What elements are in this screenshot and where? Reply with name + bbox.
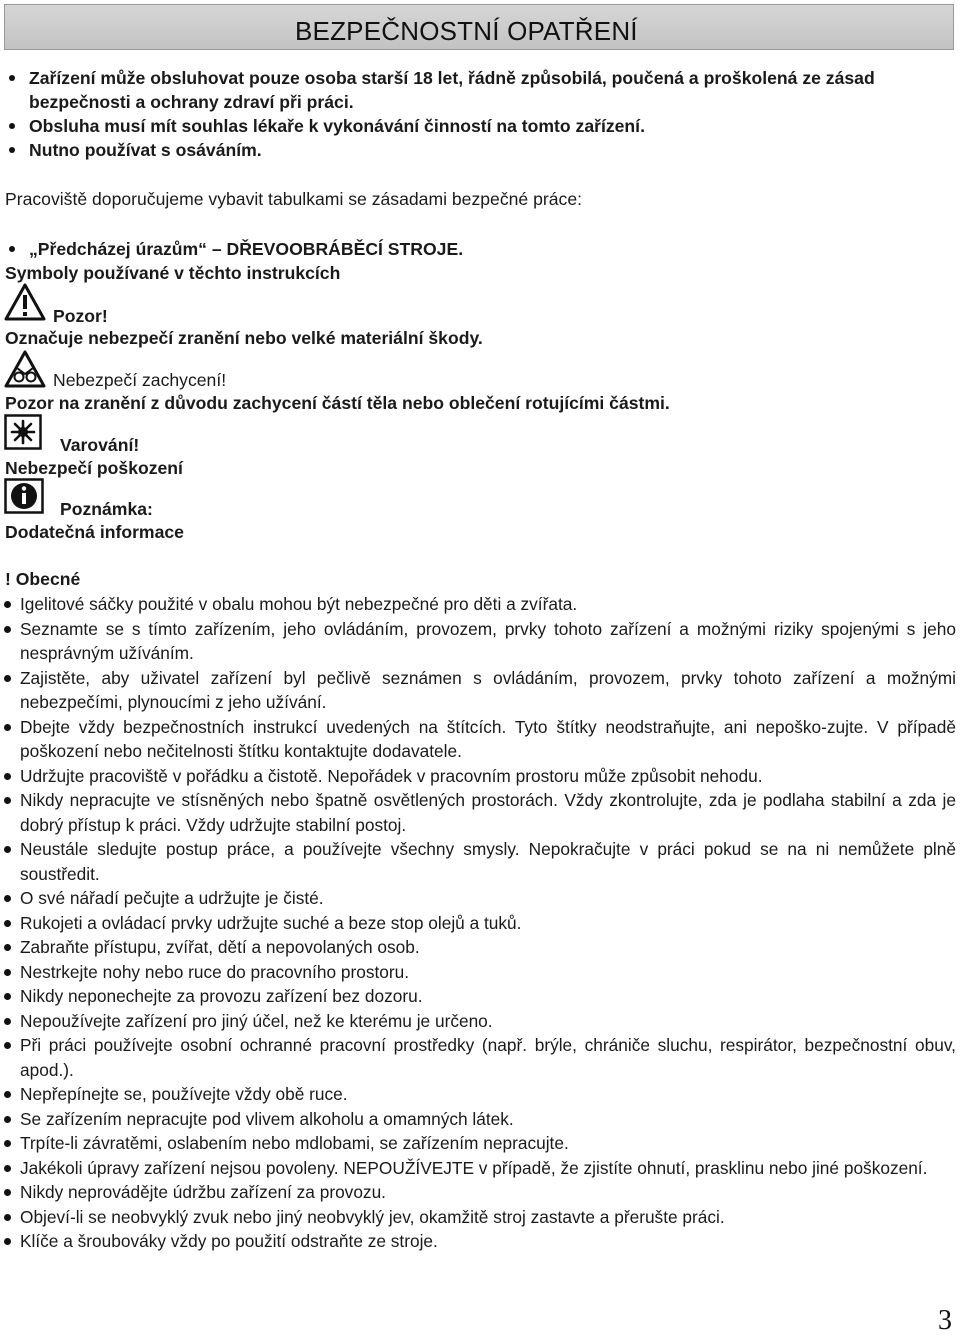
- page-title: BEZPEČNOSTNÍ OPATŘENÍ: [295, 16, 638, 46]
- entanglement-warning-icon: [4, 350, 46, 388]
- general-heading: ! Obecné: [5, 569, 81, 589]
- list-item: Nikdy neprovádějte údržbu zařízení za provozu.: [0, 1180, 960, 1205]
- symbol-desc-entanglement: Pozor na zranění z důvodu zachycení částí těla nebo oblečení rotujícími částmi.: [5, 393, 670, 413]
- list-item: Zabraňte přístupu, zvířat, dětí a nepovolaných osob.: [0, 935, 960, 960]
- bullet-icon: [9, 123, 15, 129]
- list-item: Při práci používejte osobní ochranné pracovní prostředky (např. brýle, chrániče sluchu, respirátor, bezpečnostní obuv, apod.).: [0, 1033, 960, 1082]
- symbol-label-caution: Pozor!: [53, 306, 108, 326]
- list-item: Trpíte-li závratěmi, oslabením nebo mdlobami, se zařízením nepracujte.: [0, 1131, 960, 1156]
- symbol-label-note: Poznámka:: [60, 499, 153, 519]
- list-item: Objeví-li se neobvyklý zvuk nebo jiný neobvyklý jev, okamžitě stroj zastavte a přerušte práci.: [0, 1205, 960, 1230]
- list-item: Zařízení může obsluhovat pouze osoba starší 18 let, řádně způsobilá, poučená a proškolená ze zásad bezpečnosti a ochrany zdraví při práci.: [0, 66, 960, 114]
- bullet-icon: [4, 1116, 11, 1123]
- symbol-desc-warning: Nebezpečí poškození: [5, 458, 183, 478]
- list-item: Neustále sledujte postup práce, a používejte všechny smysly. Nepokračujte v práci pokud se na ni nemůžete plně soustředit.: [0, 837, 960, 886]
- prevent-injury-item: „Předcházej úrazům“ – DŘEVOOBRÁBĚCÍ STROJE.: [0, 237, 960, 261]
- list-item: Seznamte se s tímto zařízením, jeho ovládáním, provozem, prvky tohoto zařízení a možnými riziky spojenými s jeho nesprávným užíváním.: [0, 617, 960, 666]
- list-item: Nepoužívejte zařízení pro jiný účel, než ke kterému je určeno.: [0, 1009, 960, 1034]
- symbol-desc-note: Dodatečná informace: [5, 522, 184, 542]
- bullet-icon: [4, 675, 11, 682]
- info-icon: [4, 478, 44, 514]
- list-item: Nutno používat s osáváním.: [0, 138, 960, 162]
- list-item: Se zařízením nepracujte pod vlivem alkoholu a omamných látek.: [0, 1107, 960, 1132]
- damage-warning-icon: [4, 414, 42, 450]
- bullet-icon: [4, 626, 11, 633]
- bullet-icon: [4, 993, 11, 1000]
- list-item: Nikdy nepracujte ve stísněných nebo špatně osvětlených prostorách. Vždy zkontrolujte, zda je podlaha stabilní a zda je dobrý přístup k práci. Vždy udržujte stabilní postoj.: [0, 788, 960, 837]
- section-header: [4, 4, 954, 50]
- bullet-icon: [4, 1042, 11, 1049]
- workplace-note: Pracoviště doporučujeme vybavit tabulkami se zásadami bezpečné práce:: [5, 189, 582, 209]
- bullet-icon: [9, 147, 15, 153]
- symbols-heading: Symboly používané v těchto instrukcích: [5, 263, 341, 283]
- warning-triangle-icon: [4, 283, 46, 321]
- intro-bullet-list: [0, 66, 960, 162]
- list-item: Nikdy neponechejte za provozu zařízení bez dozoru.: [0, 984, 960, 1009]
- page-number: 3: [938, 1305, 952, 1336]
- bullet-icon: [4, 1140, 11, 1147]
- symbol-desc-caution: Označuje nebezpečí zranění nebo velké materiální škody.: [5, 328, 483, 348]
- list-item: Obsluha musí mít souhlas lékaře k vykonávání činností na tomto zařízení.: [0, 114, 960, 138]
- bullet-icon: [4, 601, 11, 608]
- list-item: Jakékoli úpravy zařízení nejsou povoleny. NEPOUŽÍVEJTE v případě, že zjistíte ohnutí, prasklinu nebo jiné poškození.: [0, 1156, 960, 1181]
- bullet-icon: [4, 797, 11, 804]
- bullet-icon: [4, 724, 11, 731]
- bullet-icon: [4, 846, 11, 853]
- symbol-label-entanglement: Nebezpečí zachycení!: [53, 370, 227, 390]
- list-item: Klíče a šroubováky vždy po použití odstraňte ze stroje.: [0, 1229, 960, 1254]
- list-item: Udržujte pracoviště v pořádku a čistotě. Nepořádek v pracovním prostoru může způsobit nehodu.: [0, 764, 960, 789]
- bullet-icon: [4, 1018, 11, 1025]
- bullet-icon: [4, 920, 11, 927]
- bullet-icon: [4, 1214, 11, 1221]
- bullet-icon: [4, 1165, 11, 1172]
- list-item: O své nářadí pečujte a udržujte je čisté.: [0, 886, 960, 911]
- bullet-icon: [4, 1238, 11, 1245]
- general-bullet-list: [0, 592, 960, 1254]
- bullet-icon: [4, 969, 11, 976]
- list-item: Nepřepínejte se, používejte vždy obě ruce.: [0, 1082, 960, 1107]
- bullet-icon: [9, 75, 15, 81]
- bullet-icon: [4, 773, 11, 780]
- bullet-icon: [4, 895, 11, 902]
- bullet-icon: [4, 1091, 11, 1098]
- bullet-icon: [4, 944, 11, 951]
- list-item: Dbejte vždy bezpečnostních instrukcí uvedených na štítcích. Tyto štítky neodstraňujte, ani nepoško-zujte. V případě poškození nebo nečitelnosti štítku kontaktujte dodavatele.: [0, 715, 960, 764]
- list-item: Rukojeti a ovládací prvky udržujte suché a beze stop olejů a tuků.: [0, 911, 960, 936]
- list-item: Nestrkejte nohy nebo ruce do pracovního prostoru.: [0, 960, 960, 985]
- bullet-icon: [9, 246, 15, 252]
- symbol-label-warning: Varování!: [60, 435, 140, 455]
- list-item: Zajistěte, aby uživatel zařízení byl pečlivě seznámen s ovládáním, provozem, prvky tohoto zařízení a možnými nebezpečími, plynoucími z jeho užívání.: [0, 666, 960, 715]
- list-item: Igelitové sáčky použité v obalu mohou být nebezpečné pro děti a zvířata.: [0, 592, 960, 617]
- bullet-icon: [4, 1189, 11, 1196]
